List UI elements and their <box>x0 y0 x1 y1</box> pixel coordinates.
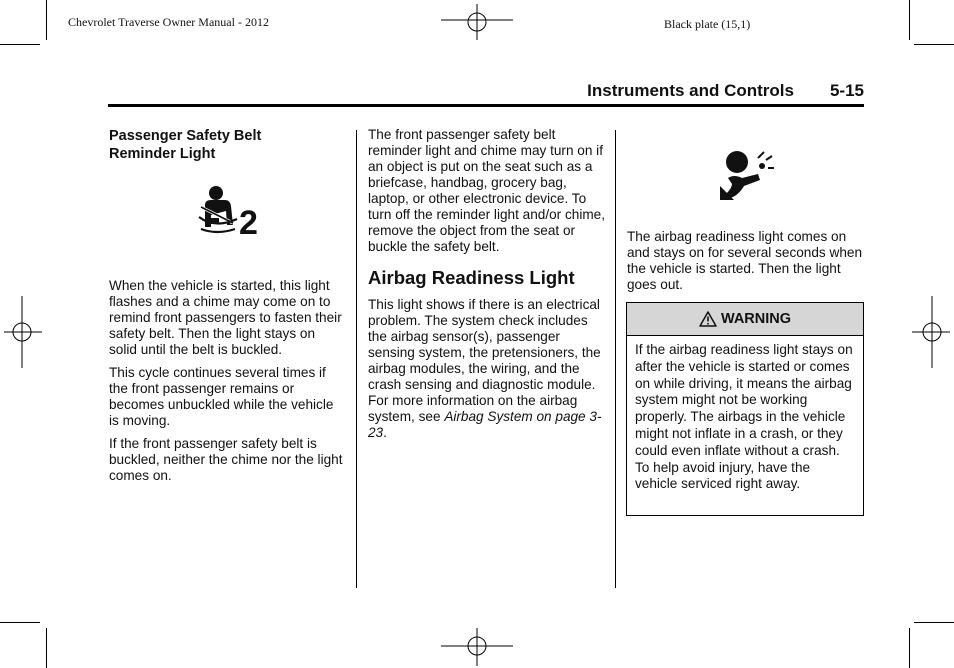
warning-text: If the airbag readiness light stays on after the vehicle is started or comes on while driving, it means the airbag system might not be working properly. The airbags in the vehicle might not inflate in a crash, or they could even inflate without a crash. To help avoid injury, have the vehicle serviced right away. <box>635 342 853 492</box>
page-number: 5-15 <box>829 81 864 100</box>
airbag-readiness-heading: Airbag Readiness Light <box>368 267 575 288</box>
crop-mark <box>914 622 954 623</box>
crop-mark <box>46 628 47 668</box>
plate-label: Black plate (15,1) <box>664 17 751 31</box>
registration-mark-icon <box>2 296 44 370</box>
column-divider <box>356 130 357 588</box>
col2-paragraph-2 <box>368 297 606 441</box>
section-header <box>108 80 864 107</box>
crop-mark <box>914 44 954 45</box>
col2-paragraph-1: The front passenger safety belt reminder light and chime may turn on if an object is put on the seat such as a briefcase, handbag, grocery bag, laptop, or other electronic device. To turn off the reminder light and/or chime, remove the object from the seat or buckle the safety belt. <box>368 127 606 254</box>
airbag-readiness-icon <box>720 148 774 202</box>
registration-mark-icon <box>910 296 952 370</box>
column-2 <box>368 127 606 448</box>
registration-mark-icon <box>441 0 515 42</box>
registration-mark-icon <box>441 626 515 668</box>
crop-mark <box>0 44 40 45</box>
warning-label: WARNING <box>720 311 792 327</box>
column-divider <box>615 130 616 588</box>
airbag-system-reference: Airbag System on page 3-23 <box>368 409 602 440</box>
column-1 <box>109 127 345 491</box>
column-3 <box>627 229 865 300</box>
passenger-belt-heading-line1: Passenger Safety Belt <box>109 128 262 144</box>
col1-paragraph-1: When the vehicle is started, this light flashes and a chime may come on to remind front passengers to fasten their safety belt. Then the light stays on solid until the belt is buckled. <box>109 278 342 357</box>
col2-paragraph-2-text: This light shows if there is an electrical problem. The system check includes the airbag sensor(s), passenger sensing system, the pretensioners, the airbag modules, the wiring, and the crash sensing and diagnostic module. For more information on the airbag system, see <box>368 297 601 424</box>
col1-paragraph-3: If the front passenger safety belt is buckled, neither the chime nor the light comes on. <box>109 436 343 483</box>
crop-mark <box>909 0 910 40</box>
col1-paragraph-2: This cycle continues several times if the front passenger remains or becomes unbuckled while the vehicle is moving. <box>109 365 334 428</box>
warning-box <box>626 302 864 516</box>
passenger-belt-heading-line2: Reminder Light <box>109 146 216 162</box>
crop-mark <box>0 622 40 623</box>
seatbelt-icon-wrap <box>109 163 345 278</box>
warning-triangle-icon <box>699 311 717 327</box>
col3-paragraph-1: The airbag readiness light comes on and stays on for several seconds when the vehicle is started. Then the light goes out. <box>627 229 863 292</box>
col2-paragraph-2-end: . <box>383 425 387 440</box>
section-title: Instruments and Controls <box>587 81 794 100</box>
manual-title: Chevrolet Traverse Owner Manual - 2012 <box>68 15 269 29</box>
crop-mark <box>909 628 910 668</box>
crop-mark <box>46 0 47 40</box>
seatbelt-icon-number: 2 <box>239 204 258 242</box>
warning-header <box>627 303 863 336</box>
